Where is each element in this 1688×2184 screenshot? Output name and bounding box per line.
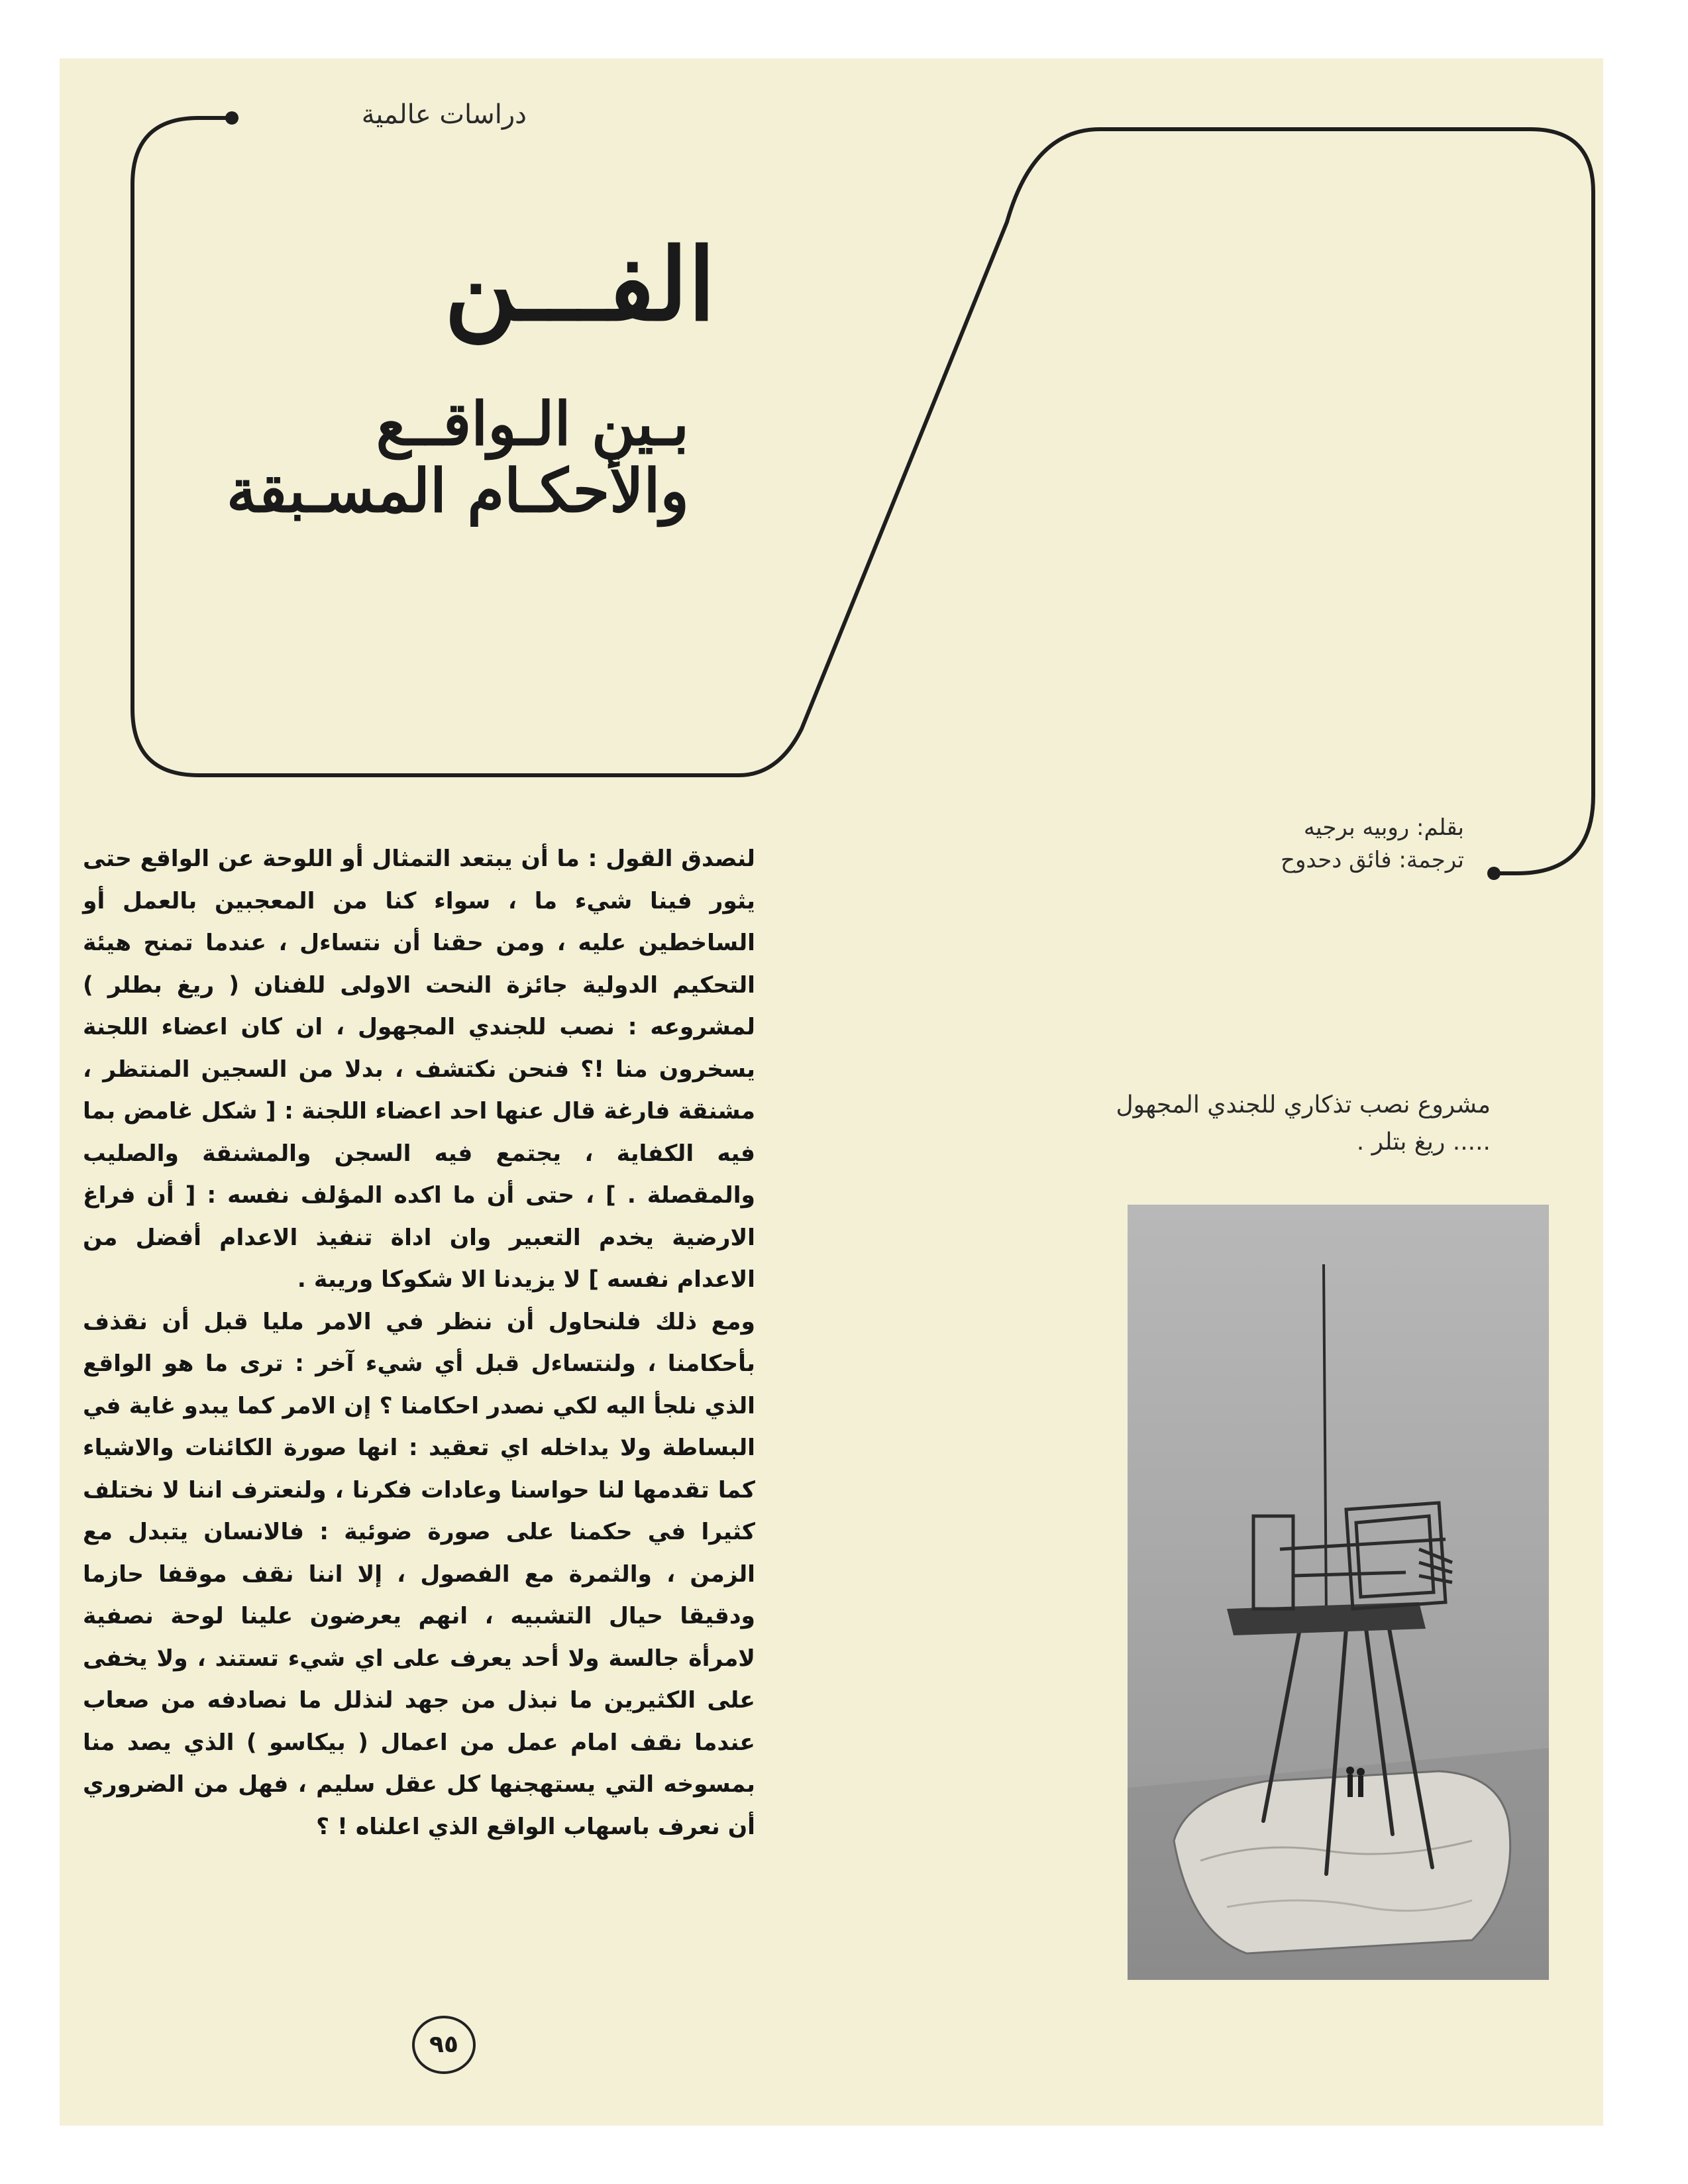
sculpture-photo	[1128, 1205, 1549, 1980]
byline	[1159, 812, 1464, 877]
page-number: ٩٥	[412, 2016, 476, 2074]
rock-base-shape	[1174, 1771, 1510, 1953]
translator-credit: ترجمة: فائق دحدوح	[1281, 847, 1464, 874]
article-paragraph-2: ومع ذلك فلنحاول أن ننظر في الامر مليا قبل أن نقذف بأحكامنا ، ولنتساءل قبل أي شيء آخر : ترى ما هو الواقع الذي نلجأ اليه لكي نصدر احكامنا ؟ إن الامر كما يبدو غاية في البساطة ولا يداخله اي تعقيد : انها صورة الكائنات والاشياء كما تقدمها لنا حواسنا وعادات فكرنا ، ولنعترف اننا لا نختلف كثيرا في حكمنا على صورة ضوئية : فالانسان يتبدل مع الزمن ، والثمرة مع الفصول ، إلا اننا نقف موقفا حازما ودقيقا حيال التشبيه ، انهم يعرضون علينا لوحة نصفية لامرأة جالسة ولا أحد يعرف على اي شيء تستند ، ولا يخفى على الكثيرين ما نبذل من جهد لنذلل ما نصادفه من صعاب عندما نقف امام عمل من اعمال ( بيكاسو ) الذي يصد منا بمسوخه التي يستهجنها كل عقل سليم ، فهل من الضروري أن نعرف باسهاب الواقع الذي اعلناه ! ؟	[83, 1308, 755, 1840]
section-label: دراسات عالمية	[361, 99, 527, 130]
subtitle-line-1: بـين الـواقــع	[376, 389, 689, 459]
article-subtitle	[185, 391, 689, 525]
subtitle-line-2: والأحكـام المسـبقة	[226, 455, 689, 526]
frame-dot-bottom	[1487, 867, 1501, 880]
article-title: الفـــن	[444, 227, 715, 343]
author-credit: بقلم: روبيه برجيه	[1303, 814, 1464, 841]
caption-line-1: مشروع نصب تذكاري للجندي المجهول	[1116, 1091, 1491, 1119]
caption-line-2: ..... ريغ بتلر .	[1356, 1128, 1491, 1156]
article-body	[83, 838, 755, 1848]
article-paragraph-1: لنصدق القول : ما أن يبتعد التمثال أو اللوحة عن الواقع حتى يثور فينا شيء ما ، سواء كنا من المعجبين بالعمل أو الساخطين عليه ، ومن حقنا أن نتساءل ، عندما تمنح هيئة التحكيم الدولية جائزة النحت الاولى للفنان ( ريغ بطلر ) لمشروعه : نصب للجندي المجهول ، ان كان اعضاء اللجنة يسخرون منا !؟ فنحن نكتشف ، بدلا من السجين المنتظر ، مشنقة فارغة قال عنها احد اعضاء اللجنة : [ شكل غامض بما فيه الكفاية ، يجتمع فيه السجن والمشنقة والصليب والمقصلة . ] ، حتى أن ما اكده المؤلف نفسه : [ أن فراغ الارضية يخدم التعبير وان اداة تنفيذ الاعدام أفضل من الاعدام نفسه ] لا يزيدنا الا شكوكا وريبة .	[83, 846, 755, 1293]
image-caption	[1116, 1087, 1491, 1161]
